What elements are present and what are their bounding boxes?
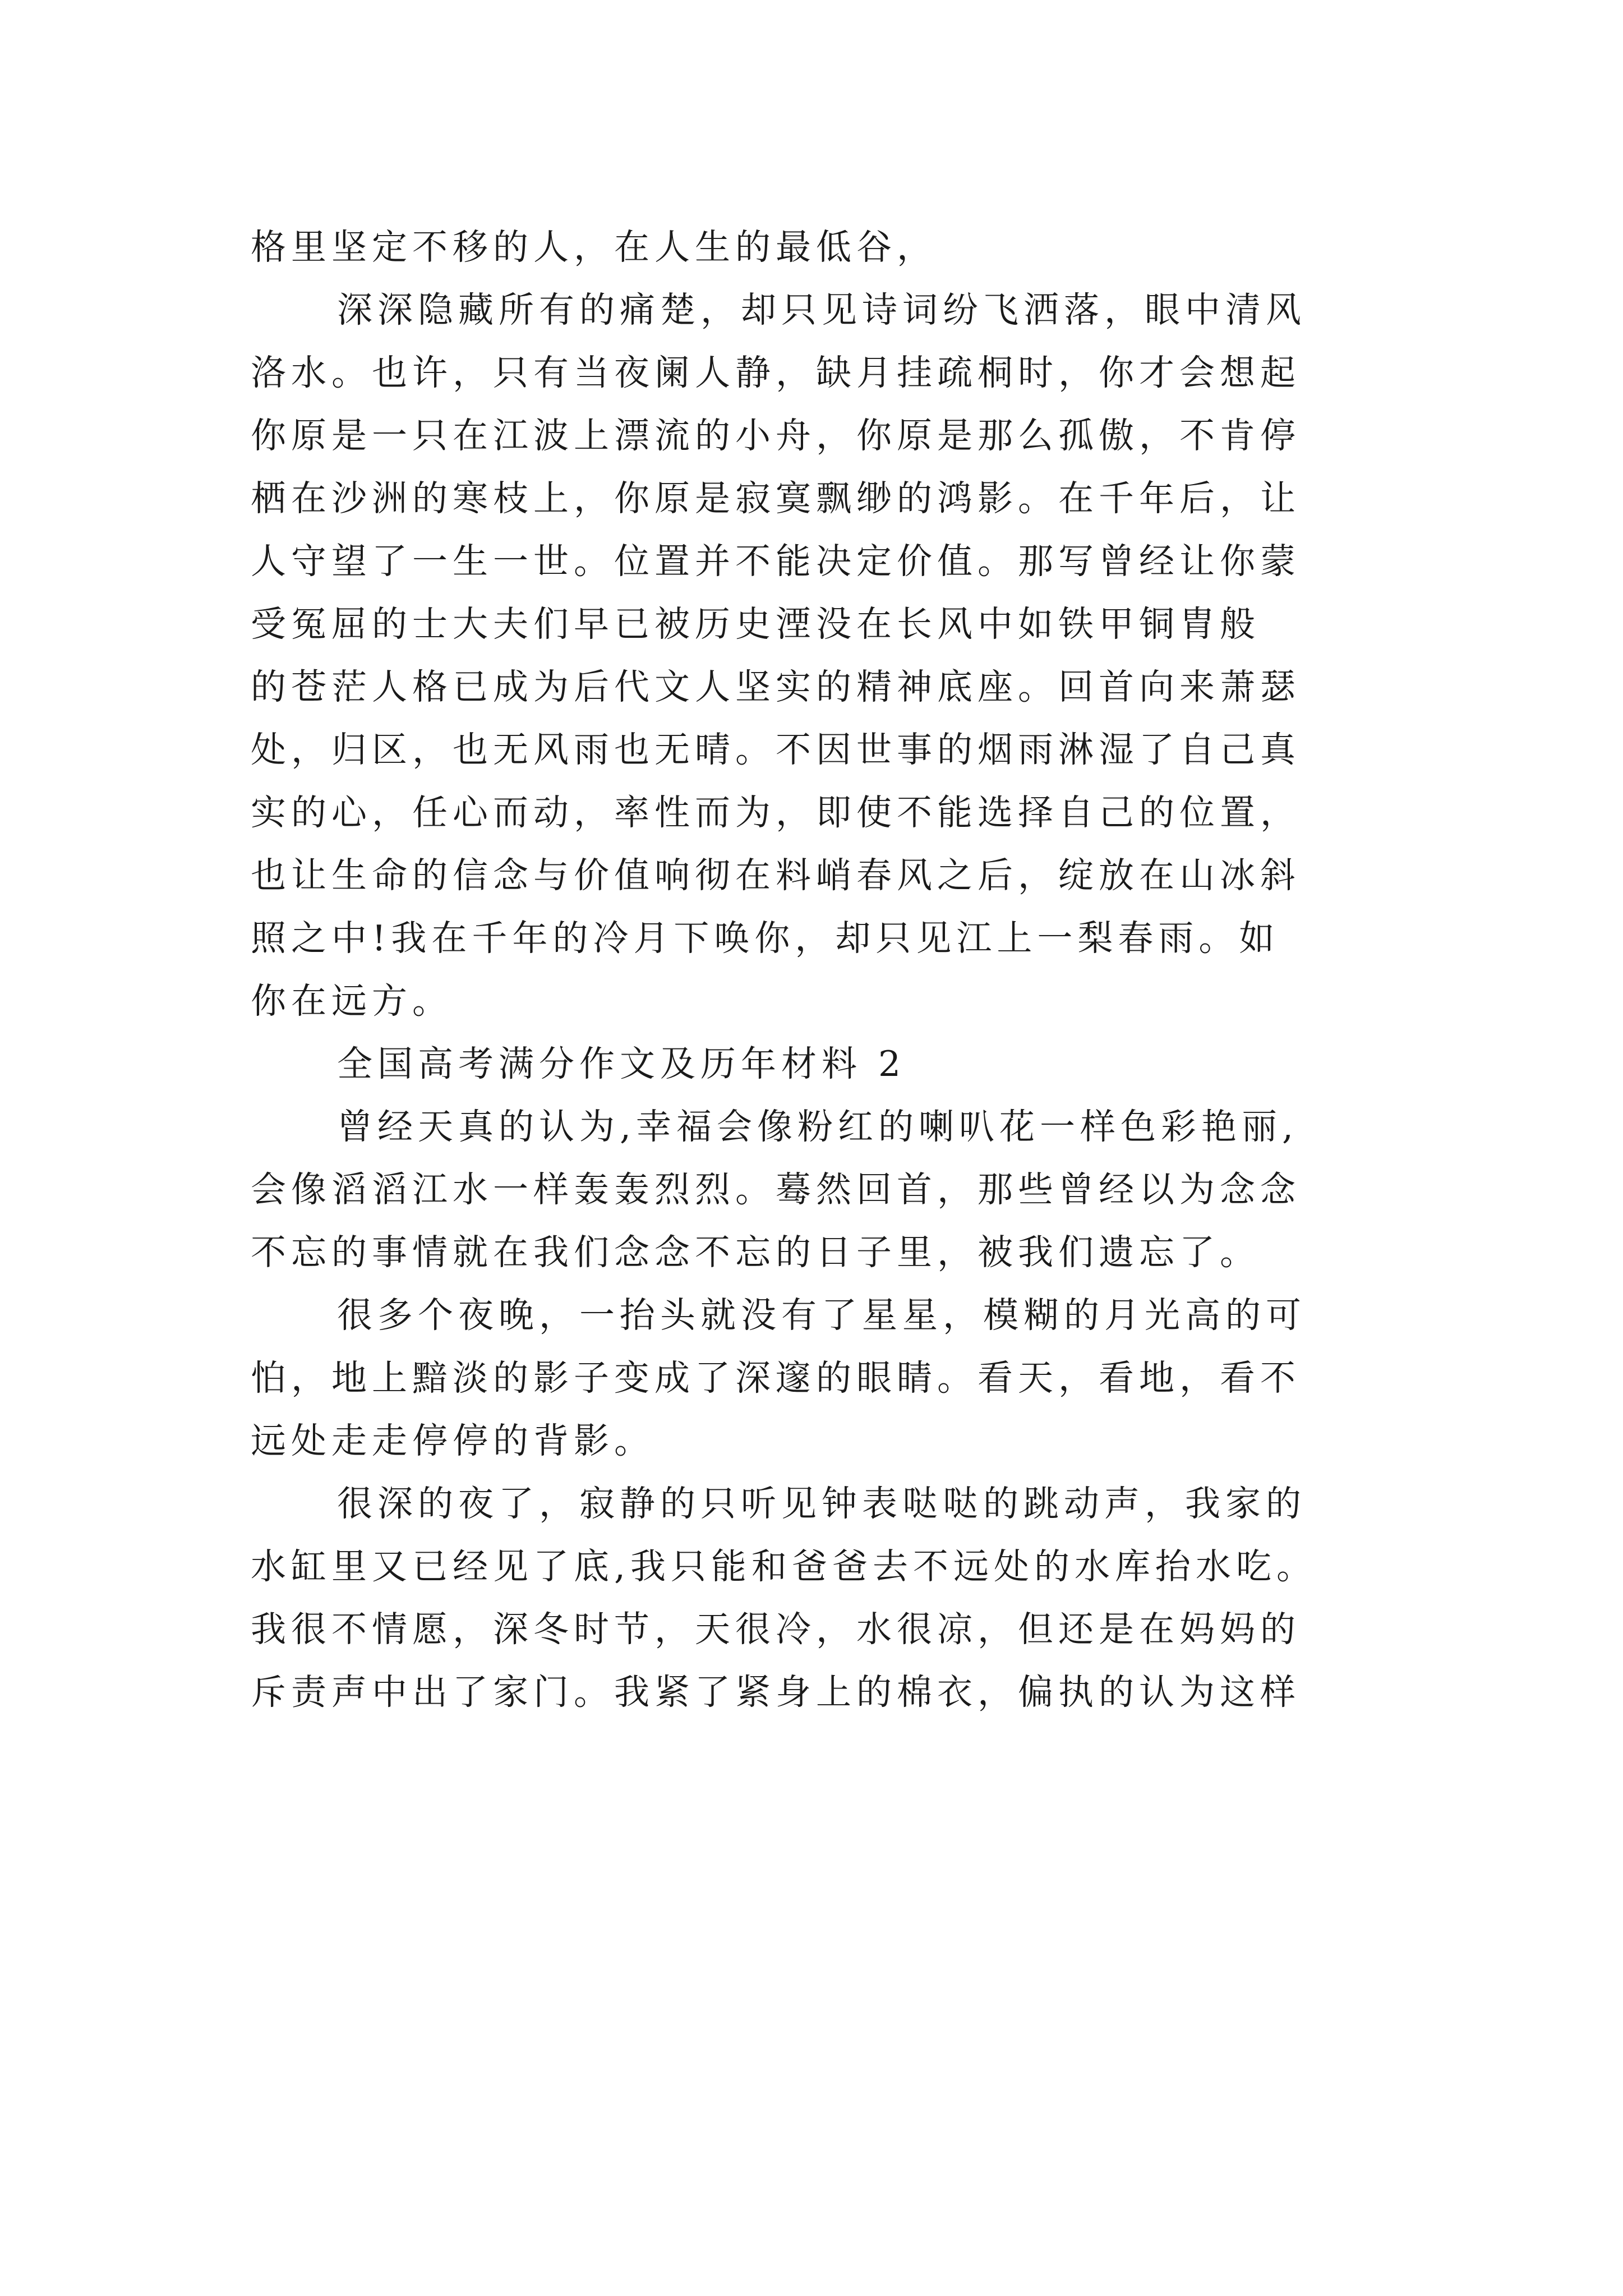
- text-line: 水缸里又已经见了底,我只能和爸爸去不远处的水库抬水吃。: [251, 1546, 1317, 1587]
- text-line: 你在远方。: [251, 981, 453, 1022]
- paragraph-start-line: 曾经天真的认为,幸福会像粉红的喇叭花一样色彩艳丽,: [337, 1106, 1299, 1147]
- text-line: 远处走走停停的背影。: [251, 1420, 654, 1461]
- text-line: 人守望了一生一世。位置并不能决定价值。那写曾经让你蒙: [251, 541, 1301, 582]
- text-line: 你原是一只在江波上漂流的小舟，你原是那么孤傲，不肯停: [251, 415, 1301, 456]
- text-line: 的苍茫人格已成为后代文人坚实的精神底座。回首向来萧瑟: [251, 666, 1301, 707]
- paragraph-start-line: 深深隐藏所有的痛楚，却只见诗词纷飞洒落，眼中清风: [337, 289, 1306, 330]
- text-line: 洛水。也许，只有当夜阑人静，缺月挂疏桐时，你才会想起: [251, 352, 1301, 393]
- section-heading: 全国高考满分作文及历年材料 2: [337, 1043, 906, 1084]
- paragraph-start-line: 很多个夜晚，一抬头就没有了星星，模糊的月光高的可: [337, 1295, 1306, 1336]
- paragraph-start-line: 很深的夜了，寂静的只听见钟表哒哒的跳动声，我家的: [337, 1483, 1306, 1524]
- text-line: 会像滔滔江水一样轰轰烈烈。蓦然回首，那些曾经以为念念: [251, 1169, 1301, 1210]
- body-text: [251, 216, 1400, 1724]
- text-line: 我很不情愿，深冬时节，天很冷，水很凉，但还是在妈妈的: [251, 1609, 1301, 1650]
- text-line: 实的心，任心而动，率性而为，即使不能选择自己的位置，: [251, 792, 1301, 833]
- text-line: 格里坚定不移的人，在人生的最低谷，: [251, 227, 937, 268]
- text-line: 处，归区，也无风雨也无晴。不因世事的烟雨淋湿了自己真: [251, 729, 1301, 770]
- text-line: 不忘的事情就在我们念念不忘的日子里，被我们遗忘了。: [251, 1232, 1260, 1273]
- text-line: 怕，地上黯淡的影子变成了深邃的眼睛。看天，看地，看不: [251, 1358, 1301, 1398]
- text-line: 栖在沙洲的寒枝上，你原是寂寞飘缈的鸿影。在千年后，让: [251, 478, 1301, 519]
- text-line: 照之中!我在千年的冷月下唤你，却只见江上一梨春雨。如: [251, 918, 1280, 959]
- text-line: 也让生命的信念与价值响彻在料峭春风之后，绽放在山冰斜: [251, 855, 1301, 896]
- text-line: 受冤屈的士大夫们早已被历史湮没在长风中如铁甲铜胄般: [251, 604, 1260, 645]
- text-line: 斥责声中出了家门。我紧了紧身上的棉衣，偏执的认为这样: [251, 1672, 1301, 1713]
